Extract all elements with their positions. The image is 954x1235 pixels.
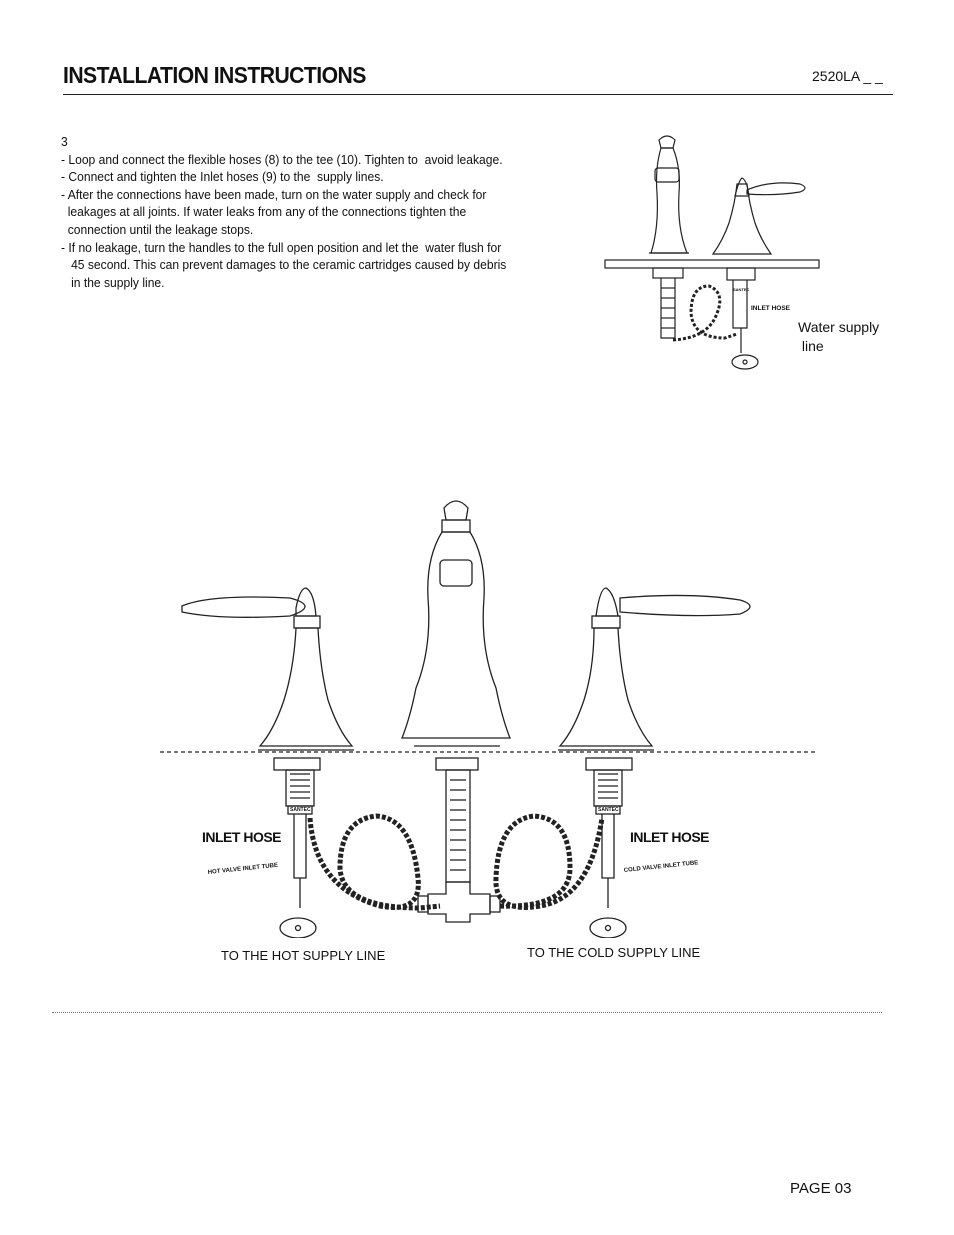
spout-finial [444, 501, 468, 520]
page-number: PAGE 03 [790, 1180, 852, 1197]
center-shank [446, 770, 470, 882]
left-flex-hose [310, 816, 440, 908]
left-lever-handle [182, 597, 305, 617]
left-handle-body [260, 628, 352, 746]
instruction-line: - Connect and tighten the Inlet hoses (9) to the supply lines. [61, 169, 384, 185]
instruction-line: - Loop and connect the flexible hoses (8) to the tee (10). Tighten to avoid leakage. [61, 151, 503, 167]
cold-supply-label: TO THE COLD SUPPLY LINE [527, 945, 701, 960]
right-mounting-nut [586, 758, 632, 770]
tee-fitting [428, 882, 490, 922]
left-inlet-hose-label: INLET HOSE [202, 829, 282, 845]
section-divider [52, 1012, 882, 1013]
instruction-steps [61, 133, 545, 291]
supply-label-line: line [798, 338, 824, 354]
spout-body [402, 532, 510, 738]
right-valve-shank [594, 770, 622, 806]
brand-right: SANTEC [598, 807, 619, 813]
right-handle-knob [596, 588, 618, 616]
step-number: 3 [61, 134, 68, 149]
page-title: INSTALLATION INSTRUCTIONS [63, 62, 366, 88]
cold-valve-tube-label: COLD VALVE INLET TUBE [623, 860, 699, 874]
right-inlet-hose-label: INLET HOSE [630, 829, 710, 845]
main-assembly-diagram [150, 488, 830, 938]
spout-finial [659, 136, 675, 148]
left-valve-shank [286, 770, 314, 806]
right-handle-body [560, 628, 652, 746]
supply-label-line: Water supply [798, 319, 880, 335]
right-flex-hose [496, 816, 602, 907]
instruction-line: 45 second. This can prevent damages to the ceramic cartridges caused by debris [61, 257, 507, 273]
left-supply-valve [280, 918, 316, 938]
deck-plate [605, 260, 819, 268]
instruction-line: leakages at all joints. If water leaks from any of the connections tighten the [61, 204, 467, 220]
hot-supply-label: TO THE HOT SUPPLY LINE [221, 948, 386, 963]
supply-valve [732, 355, 758, 369]
left-mounting-nut [274, 758, 320, 770]
hot-valve-tube-label: HOT VALVE INLET TUBE [207, 862, 279, 876]
right-supply-valve [590, 918, 626, 938]
lever-handle [747, 183, 805, 195]
right-lever-handle [620, 595, 750, 615]
instruction-line: connection until the leakage stops. [61, 221, 254, 237]
flex-hose [673, 286, 737, 340]
instruction-line: in the supply line. [61, 274, 165, 290]
header-divider [63, 94, 893, 95]
spout-body [651, 148, 687, 253]
right-inlet-tube [602, 814, 614, 878]
inlet-hose-label: INLET HOSE [751, 305, 791, 312]
instruction-line: - After the connections have been made, turn on the water supply and check for [61, 186, 487, 202]
left-inlet-tube [294, 814, 306, 878]
brand-label: SANTEC [733, 287, 750, 292]
brand-left: SANTEC [290, 807, 311, 813]
instruction-line: - If no leakage, turn the handles to the full open position and let the water flush for [61, 239, 502, 255]
model-number: 2520LA _ _ [812, 68, 883, 84]
water-supply-label [798, 318, 879, 356]
